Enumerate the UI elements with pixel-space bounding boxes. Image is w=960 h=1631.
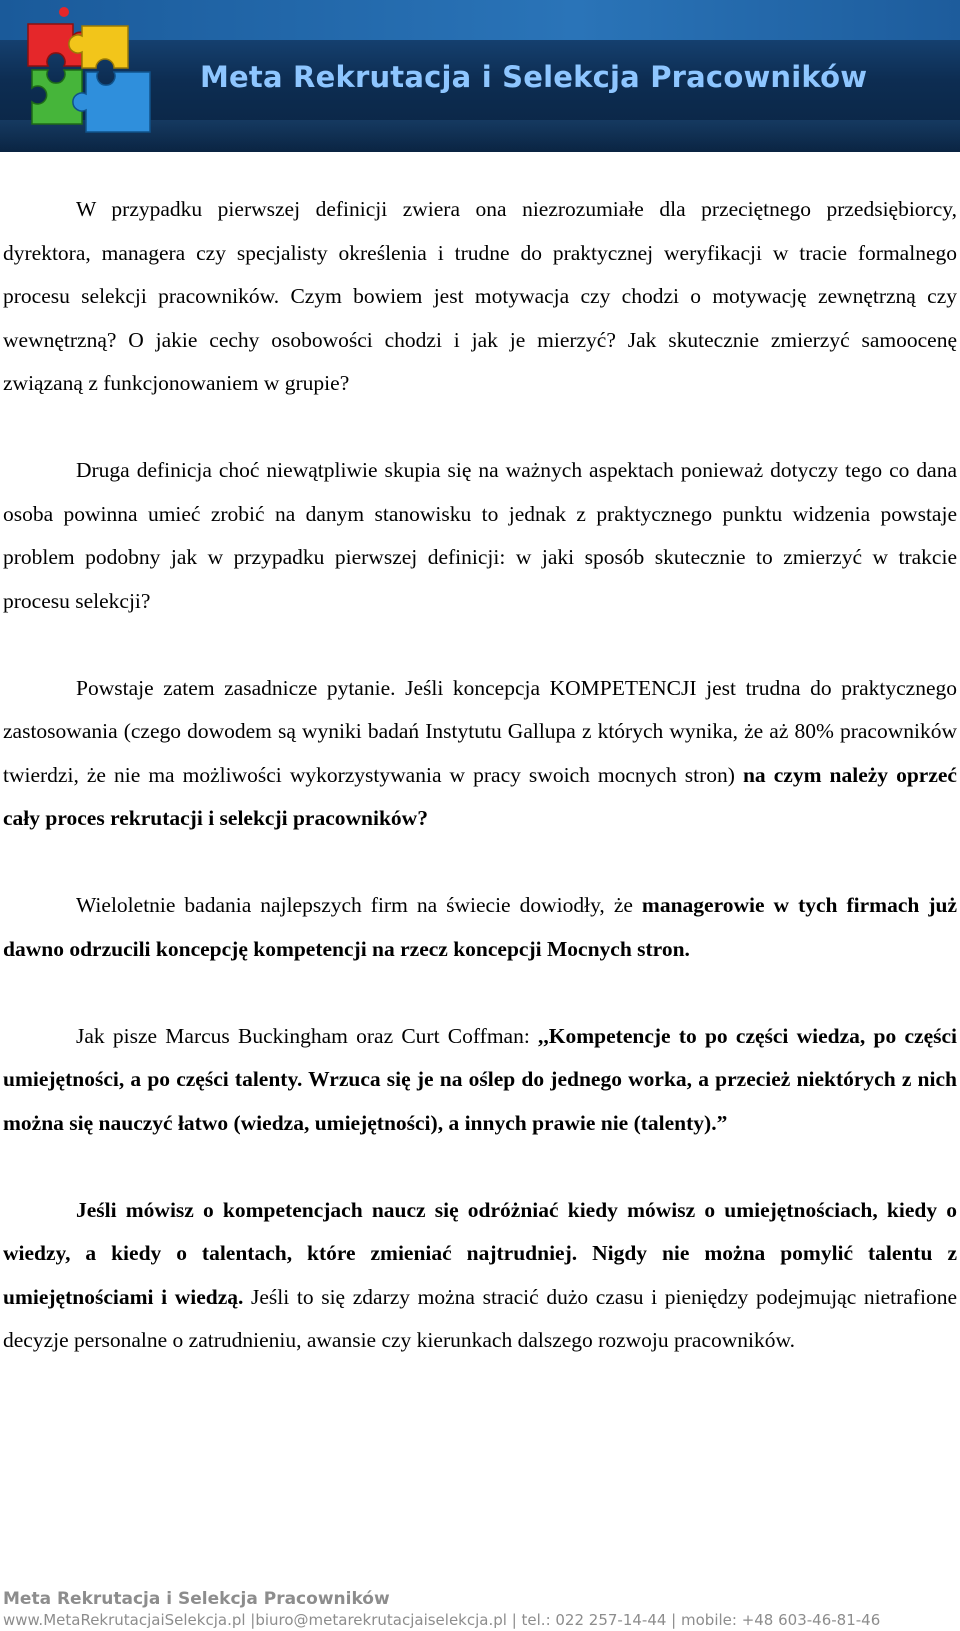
- bold-text-run: Jeśli mówisz o kompetencjach naucz się odróżniać kiedy mówisz o umiejętnościach, kiedy o wiedzy, a kiedy o talentach, które zmieniać najtrudniej. Nigdy nie można pomylić talentu z umiejętnościami i wiedzą.: [3, 1197, 957, 1309]
- text-run: Powstaje zatem zasadnicze pytanie. Jeśli koncepcja KOMPETENCJI jest trudna do praktycznego zastosowania (czego dowodem są wyniki badań Instytutu Gallupa z których wynika, że aż 80% pracowników twierdzi, że nie ma możliwości wykorzystywania w pracy swoich mocnych stron): [3, 675, 957, 787]
- page-header: [0, 0, 960, 152]
- paragraph: [3, 188, 957, 406]
- brand-title: Meta Rekrutacja i Selekcja Pracowników: [200, 60, 868, 94]
- bold-text-run: managerowie w tych firmach już dawno odrzucili koncepcję kompetencji na rzecz koncepcji Mocnych stron.: [3, 893, 958, 961]
- text-run: Jak pisze Marcus Buckingham oraz Curt Coffman:: [76, 1023, 539, 1048]
- page-footer: [3, 1588, 957, 1630]
- text-run: Druga definicja choć niewątpliwie skupia się na ważnych aspektach ponieważ dotyczy tego co dana osoba powinna umieć zrobić na danym stanowisku to jednak z praktycznego punktu widzenia powstaje problem podobny jak w przypadku pierwszej definicji: w jaki sposób skutecznie to zmierzyć w trakcie procesu selekcji?: [3, 458, 957, 613]
- text-run: W przypadku pierwszej definicji zwiera ona niezrozumiałe dla przeciętnego przedsiębiorcy, dyrektora, managera czy specjalisty określenia i trudne do praktycznej weryfikacji w tracie formalnego procesu selekcji pracowników. Czym bowiem jest motywacja czy chodzi o motywację zewnętrzną czy wewnętrzną? O jakie cechy osobowości chodzi i jak je mierzyć? Jak skutecznie zmierzyć samoocenę związaną z funkcjonowaniem w grupie?: [3, 197, 957, 395]
- paragraph: [3, 1015, 957, 1146]
- bold-text-run: ,,Kompetencje to po części wiedza, po części umiejętności, a po części talenty. Wrzuca się je na oślep do jednego worka, a przecież niektórych z nich można się nauczyć łatwo (wiedza, umiejętności), a innych prawie nie (talenty).”: [3, 1023, 957, 1135]
- paragraph: [3, 1189, 957, 1363]
- footer-contact-line: www.MetaRekrutacjaiSelekcja.pl |biuro@metarekrutacjaiselekcja.pl | tel.: 022 257-14-44 | mobile: +48 603-46-81-46: [3, 1611, 881, 1629]
- text-run: Jeśli to się zdarzy można stracić dużo czasu i pieniędzy podejmując nietrafione decyzje personalne o zatrudnieniu, awansie czy kierunkach dalszego rozwoju pracowników.: [3, 1284, 957, 1352]
- paragraph: [3, 449, 957, 623]
- bold-text-run: na czym należy oprzeć cały proces rekrutacji i selekcji pracowników?: [3, 762, 957, 830]
- document-body: [3, 188, 957, 1406]
- footer-title: Meta Rekrutacja i Selekcja Pracowników: [3, 1589, 390, 1609]
- paragraph: [3, 667, 957, 841]
- puzzle-pieces-icon: [18, 6, 168, 146]
- paragraph: [3, 884, 957, 971]
- text-run: Wieloletnie badania najlepszych firm na świecie dowiodły, że: [76, 893, 642, 917]
